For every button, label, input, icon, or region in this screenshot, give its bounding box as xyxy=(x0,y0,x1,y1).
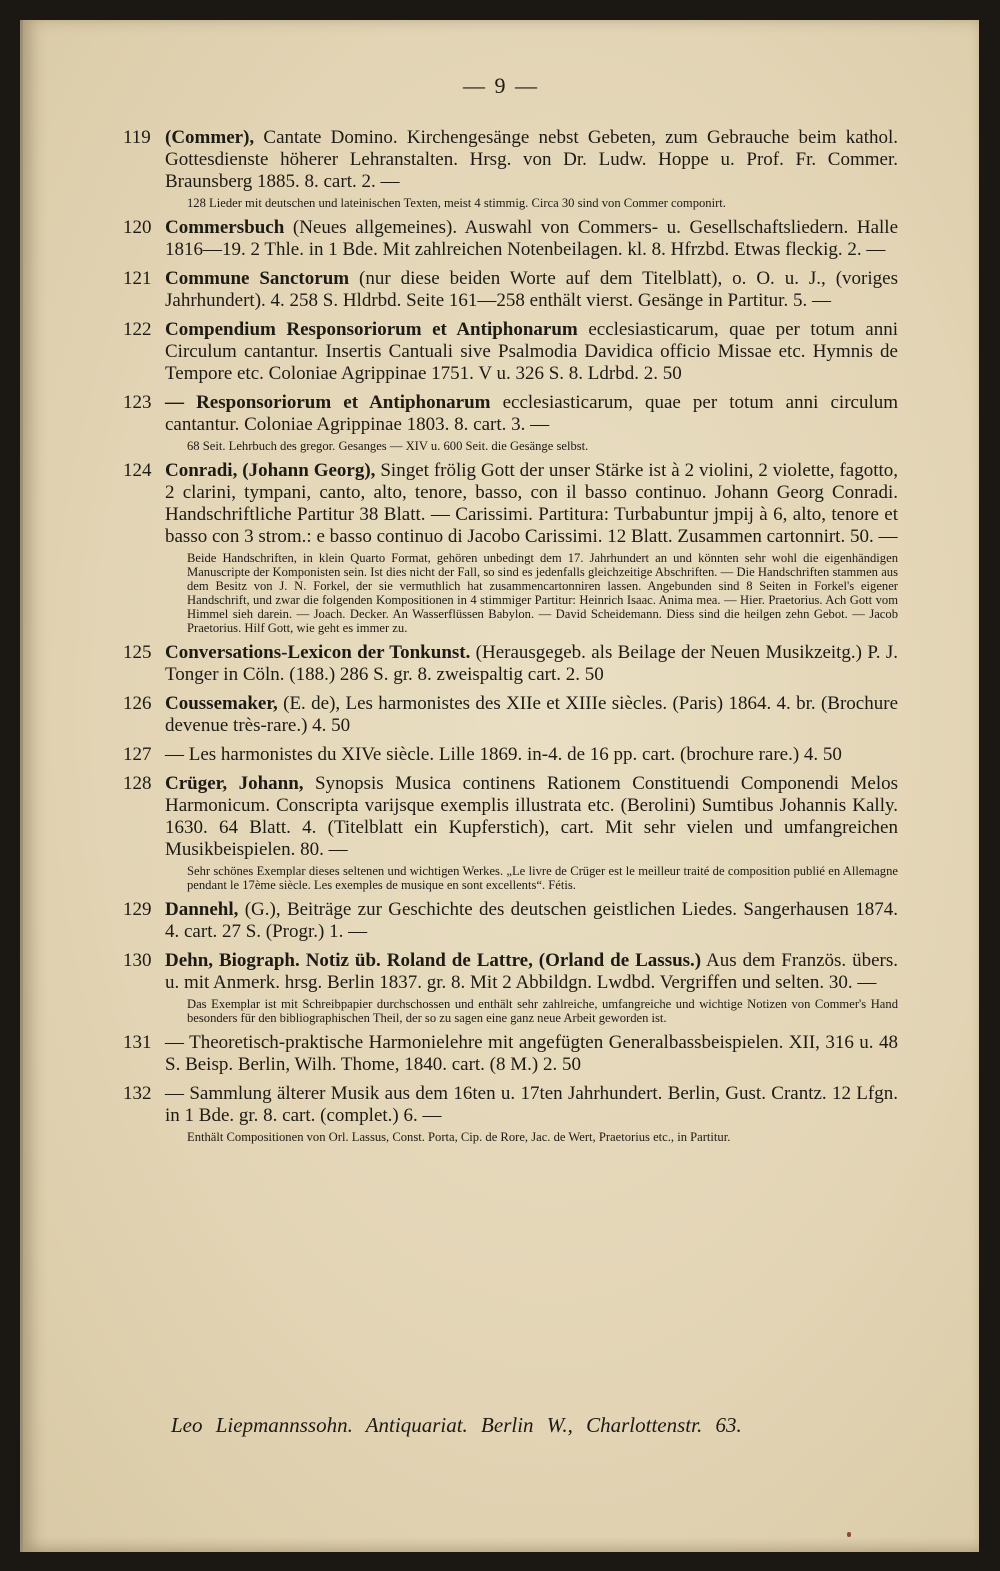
entry-text: ecclesiasticarum, quae per totum anni circulum cantantur. Coloniae Agrippinae 1803. 8. cart. 3. — xyxy=(165,392,899,435)
entry-heading: Dehn, Biograph. Notiz üb. Roland de Lattre, (Orland de Lassus.) xyxy=(165,950,702,971)
entry-number: 130 xyxy=(123,950,152,971)
entry-number: 120 xyxy=(123,217,152,238)
entry-number: 131 xyxy=(123,1032,152,1053)
catalog-entry xyxy=(123,1083,898,1144)
entry-number: 124 xyxy=(123,460,152,481)
catalog-entry xyxy=(123,268,898,312)
catalog-entry xyxy=(123,460,898,635)
entry-heading: Crüger, Johann, xyxy=(165,773,304,794)
entry-number: 129 xyxy=(123,899,152,920)
entry-heading: Conradi, (Johann Georg), xyxy=(165,460,376,481)
entry-number: 127 xyxy=(123,744,152,765)
catalog-entry xyxy=(123,217,898,261)
catalog-entry xyxy=(123,642,898,686)
entry-text: Cantate Domino. Kirchengesänge nebst Gebeten, zum Gebrauche beim kathol. Gottesdienste höherer Lehranstalten. Hrsg. von Dr. Ludw. Hoppe u. Prof. Fr. Commer. Braunsberg 1885. 8. cart. 2. — xyxy=(165,127,899,192)
entry-heading: Dannehl, xyxy=(165,899,239,920)
entry-number: 125 xyxy=(123,642,152,663)
entry-text: — Theoretisch-praktische Harmonielehre mit angefügten Generalbassbeispielen. XII, 316 u. 48 S. Beisp. Berlin, Wilh. Thome, 1840. cart. (8 M.) 2. 50 xyxy=(165,1032,898,1075)
entry-number: 123 xyxy=(123,392,152,413)
catalog-entry xyxy=(123,950,898,1025)
entry-text: ecclesiasticarum, quae per totum anni Circulum cantantur. Insertis Cantuali sive Psalmodia Davidica officio Missae etc. Hymnis de Tempore etc. Coloniae Agrippinae 1751. V u. 326 S. 8. Ldrbd. 2. 50 xyxy=(165,319,899,384)
entry-heading: Conversations-Lexicon der Tonkunst. xyxy=(165,642,471,663)
catalog-entry xyxy=(123,1032,898,1076)
catalog-entry xyxy=(123,899,898,943)
publisher-footer: Leo Liepmannssohn. Antiquariat. Berlin W., Charlottenstr. 63. xyxy=(171,1413,742,1437)
entry-heading: Commune Sanctorum xyxy=(165,268,350,289)
entry-note: Beide Handschriften, in klein Quarto Format, gehören unbedingt dem 17. Jahrhundert an und könnten sehr wohl die eigenhändigen Manuscripte der Komponisten sein. Ist dies nicht der Fall, so sind es jedenfalls gleichzeitige Abschriften. — Die Handschriften stammen aus dem Besitz von J. N. Forkel, der sie vermuthlich hat zusammencartonniren lassen. Angebunden sind 8 Seiten in Forkel's eigener Handschrift, und zwar die folgenden Kompositionen in 4 stimmiger Partitur: Heinrich Isaac. Anima mea. — Hier. Praetorius. Ach Gott vom Himmel sieh darein. — Joach. Decker. An Wasserflüssen Babylon. — David Scheidemann. Diess sind die heilgen zehn Gebot. — Jacob Praetorius. Hilf Gott, wie geht es immer zu. xyxy=(187,551,898,635)
catalog-entry xyxy=(123,319,898,385)
entry-heading: Coussemaker, xyxy=(165,693,278,714)
entry-text: (G.), Beiträge zur Geschichte des deutschen geistlichen Liedes. Sangerhausen 1874. 4. cart. 27 S. (Progr.) 1. — xyxy=(165,899,898,942)
entry-text: (Neues allgemeines). Auswahl von Commers- u. Gesellschaftsliedern. Halle 1816—19. 2 Thle. in 1 Bde. Mit zahlreichen Notenbeilagen. kl. 8. Hfrzbd. Etwas fleckig. 2. — xyxy=(165,217,898,260)
entry-heading: — Responsoriorum et Antiphonarum xyxy=(165,392,491,413)
entry-heading: (Commer), xyxy=(165,127,255,148)
entry-note: Enthält Compositionen von Orl. Lassus, Const. Porta, Cip. de Rore, Jac. de Wert, Praetorius etc., in Partitur. xyxy=(187,1130,731,1144)
entry-text: (E. de), Les harmonistes des XIIe et XIIIe siècles. (Paris) 1864. 4. br. (Brochure devenue très-rare.) 4. 50 xyxy=(165,693,899,736)
entry-text: — Sammlung älterer Musik aus dem 16ten u. 17ten Jahrhundert. Berlin, Gust. Crantz. 12 Lfgn. in 1 Bde. gr. 8. cart. (complet.) 6. — xyxy=(165,1083,898,1126)
entry-text: — Les harmonistes du XIVe siècle. Lille 1869. in-4. de 16 pp. cart. (brochure rare.) 4. 50 xyxy=(165,744,842,765)
catalog-entry xyxy=(123,127,898,210)
entry-list xyxy=(123,127,898,1151)
entry-number: 126 xyxy=(123,693,152,714)
entry-text: (nur diese beiden Worte auf dem Titelblatt), o. O. u. J., (voriges Jahrhundert). 4. 258 S. Hldrbd. Seite 161—258 enthält vierst. Gesänge in Partitur. 5. — xyxy=(165,268,898,311)
page-number: — 9 — xyxy=(463,73,539,98)
entry-text: Synopsis Musica continens Rationem Constituendi Componendi Melos Harmonicum. Conscripta varijsque exemplis illustrata etc. (Berolini) Sumtibus Johannis Kally. 1630. 64 Blatt. 4. (Titelblatt ein Kupferstich), cart. Mit sehr vielen und umfangreichen Musikbeispielen. 80. — xyxy=(165,773,899,860)
entry-number: 128 xyxy=(123,773,152,794)
entry-heading: Commersbuch xyxy=(165,217,285,238)
catalog-entry xyxy=(123,392,898,453)
catalog-page xyxy=(20,20,979,1552)
entry-note: 68 Seit. Lehrbuch des gregor. Gesanges — XIV u. 600 Seit. die Gesänge selbst. xyxy=(187,439,589,453)
entry-note: Sehr schönes Exemplar dieses seltenen und wichtigen Werkes. „Le livre de Crüger est le meilleur traité de composition publié en Allemagne pendant le 17ème siècle. Les exemples de musique en sont excellents“. Fétis. xyxy=(187,864,898,892)
catalog-entry xyxy=(123,773,898,892)
entry-number: 132 xyxy=(123,1083,152,1104)
entry-text: Aus dem Französ. übers. u. mit Anmerk. hrsg. Berlin 1837. gr. 8. Mit 2 Abbildgn. Lwdbd. Vergriffen und selten. 30. — xyxy=(165,950,899,993)
entry-number: 121 xyxy=(123,268,152,289)
entry-text: Singet frölig Gott der unser Stärke ist à 2 violini, 2 violette, fagotto, 2 clarini, tympani, canto, alto, tenore, basso, con il basso continuo. Johann Georg Conradi. Handschriftliche Partitur 38 Blatt. — Carissimi. Partitura: Turbabuntur jmpij à 6, alto, tenore et basso con 3 strom.: e basso continuo di Jacobo Carissimi. 12 Blatt. Zusammen cartonnirt. 50. — xyxy=(165,460,898,547)
entry-note: 128 Lieder mit deutschen und lateinischen Texten, meist 4 stimmig. Circa 30 sind von Commer componirt. xyxy=(187,196,726,210)
entry-heading: Compendium Responsoriorum et Antiphonarum xyxy=(165,319,578,340)
entry-note: Das Exemplar ist mit Schreibpapier durchschossen und enthält sehr zahlreiche, umfangreiche und wichtige Notizen von Commer's Hand besonders für den bibliographischen Theil, der so zu sagen eine ganz neue Arbeit geworden ist. xyxy=(187,997,898,1025)
entry-text: (Herausgegeb. als Beilage der Neuen Musikzeitg.) P. J. Tonger in Cöln. (188.) 286 S. gr. 8. zweispaltig cart. 2. 50 xyxy=(165,642,898,685)
paper-speck xyxy=(847,1532,851,1537)
catalog-entry xyxy=(123,744,898,766)
entry-number: 122 xyxy=(123,319,152,340)
catalog-entry xyxy=(123,693,898,737)
entry-number: 119 xyxy=(123,127,151,148)
